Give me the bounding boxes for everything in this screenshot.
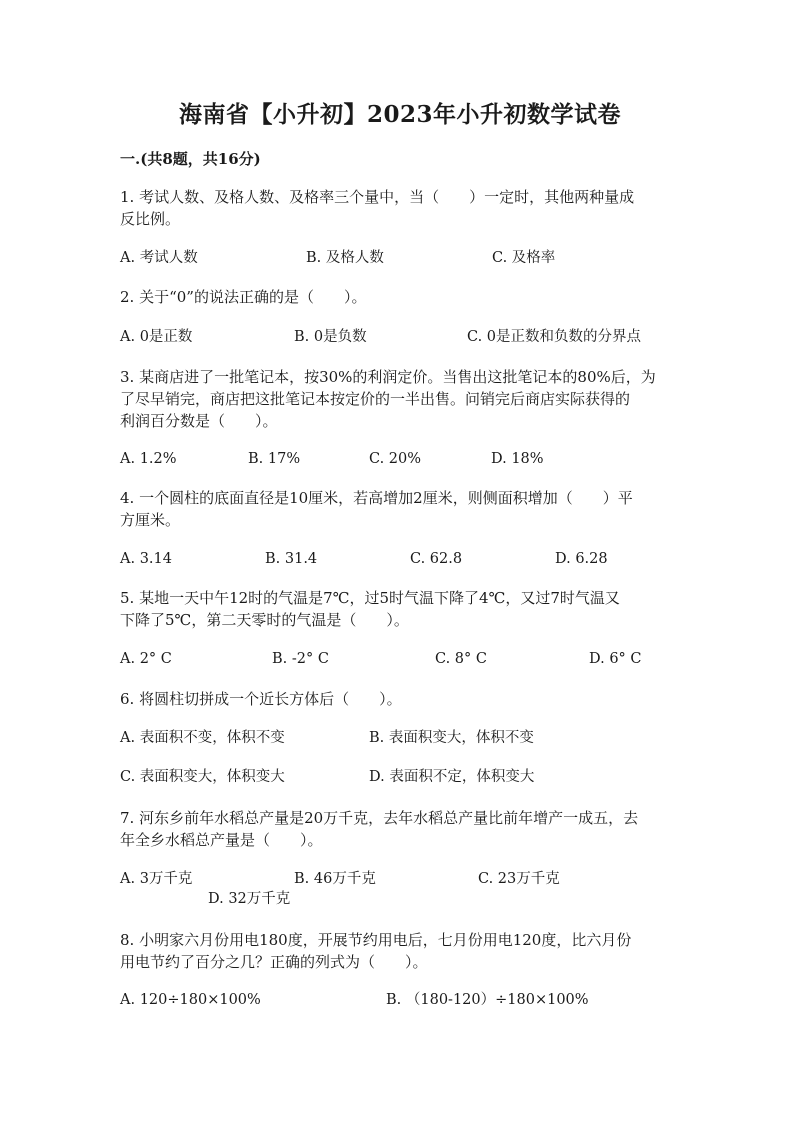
- option-2c: C. 0是正数和负数的分界点: [467, 329, 642, 345]
- option-5b: B. -2° C: [272, 651, 329, 667]
- question-line: 4. 一个圆柱的底面直径是10厘米，若高增加2厘米，则侧面积增加（ ）平: [120, 489, 633, 507]
- question-line: 下降了5℃，第二天零时的气温是（ ）。: [120, 611, 409, 629]
- option-4d: D. 6.28: [555, 551, 608, 567]
- question-line: 年全乡水稻总产量是（ ）。: [120, 831, 323, 849]
- question-line: 1. 考试人数、及格人数、及格率三个量中，当（ ）一定时，其他两种量成: [120, 188, 635, 206]
- question-3: [120, 366, 685, 432]
- option-5d: D. 6° C: [589, 651, 642, 667]
- question-line: 6. 将圆柱切拼成一个近长方体后（ ）。: [120, 690, 402, 708]
- question-4: [120, 487, 685, 531]
- option-4a: A. 3.14: [120, 551, 172, 567]
- question-line: 7. 河东乡前年水稻总产量是20万千克，去年水稻总产量比前年增产一成五，去: [120, 809, 639, 827]
- option-6b: B. 表面积变大，体积不变: [369, 730, 534, 746]
- option-7c: C. 23万千克: [478, 871, 560, 887]
- question-6: [120, 688, 685, 710]
- section-heading: 一.(共8题，共16分): [120, 150, 261, 168]
- option-4c: C. 62.8: [410, 551, 463, 567]
- option-1b: B. 及格人数: [306, 250, 384, 266]
- option-3d: D. 18%: [491, 451, 544, 467]
- option-6c: C. 表面积变大，体积变大: [120, 769, 285, 785]
- option-5c: C. 8° C: [435, 651, 487, 667]
- option-7b: B. 46万千克: [294, 871, 376, 887]
- option-2b: B. 0是负数: [294, 329, 367, 345]
- option-2a: A. 0是正数: [120, 329, 193, 345]
- question-5: [120, 587, 685, 631]
- question-line: 反比例。: [120, 210, 181, 228]
- option-7d: D. 32万千克: [208, 891, 291, 907]
- page-title: 海南省【小升初】2023年小升初数学试卷: [178, 101, 621, 128]
- option-5a: A. 2° C: [120, 651, 172, 667]
- question-2: [120, 286, 685, 308]
- question-7: [120, 807, 685, 851]
- option-8b: B. （180-120）÷180×100%: [386, 992, 589, 1008]
- option-3a: A. 1.2%: [120, 451, 177, 467]
- question-line: 利润百分数是（ ）。: [120, 412, 278, 430]
- question-line: 5. 某地一天中午12时的气温是7℃，过5时气温下降了4℃，又过7时气温又: [120, 589, 620, 607]
- option-8a: A. 120÷180×100%: [120, 992, 261, 1008]
- option-1c: C. 及格率: [492, 250, 556, 266]
- option-6a: A. 表面积不变，体积不变: [120, 730, 285, 746]
- option-7a: A. 3万千克: [120, 871, 193, 887]
- option-3c: C. 20%: [369, 451, 422, 467]
- question-line: 8. 小明家六月份用电180度，开展节约用电后，七月份用电120度，比六月份: [120, 931, 632, 949]
- question-line: 3. 某商店进了一批笔记本，按30%的利润定价。当售出这批笔记本的80%后，为: [120, 368, 656, 386]
- question-1: [120, 186, 685, 230]
- option-4b: B. 31.4: [265, 551, 318, 567]
- question-line: 2. 关于“0”的说法正确的是（ ）。: [120, 288, 367, 306]
- option-3b: B. 17%: [248, 451, 301, 467]
- question-line: 用电节约了百分之几？正确的列式为（ ）。: [120, 953, 428, 971]
- question-line: 方厘米。: [120, 511, 181, 529]
- option-1a: A. 考试人数: [120, 250, 198, 266]
- question-8: [120, 929, 685, 973]
- option-6d: D. 表面积不定，体积变大: [369, 769, 535, 785]
- question-line: 了尽早销完，商店把这批笔记本按定价的一半出售。问销完后商店实际获得的: [120, 390, 631, 408]
